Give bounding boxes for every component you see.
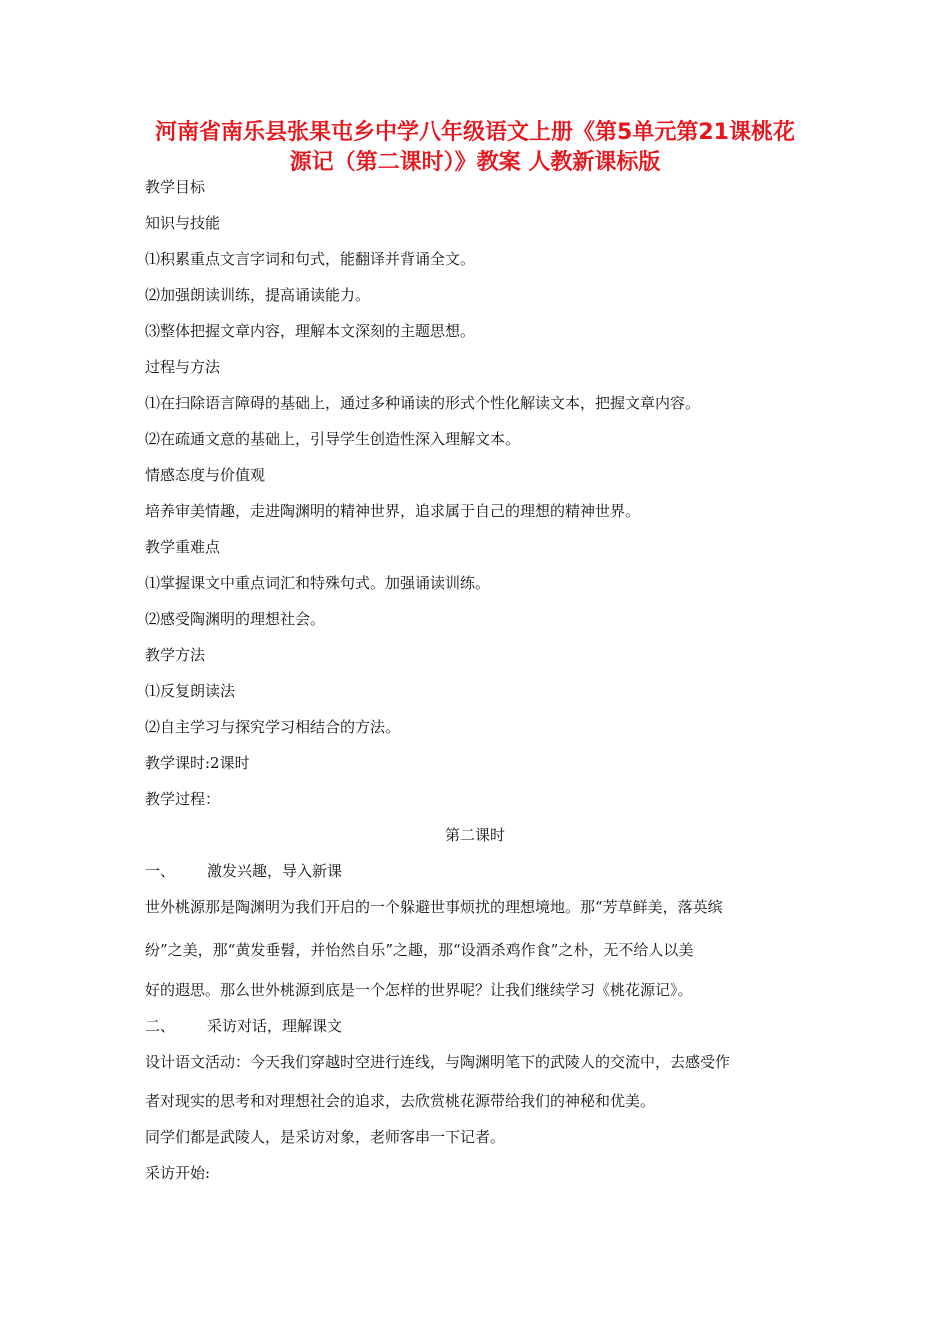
list-item: ⑴反复朗读法 — [145, 682, 236, 700]
paragraph-line: 世外桃源那是陶渊明为我们开启的一个躲避世事烦扰的理想境地。那“芳草鲜美，落英缤 — [145, 898, 723, 916]
paragraph-line: 设计语文活动：今天我们穿越时空进行连线，与陶渊明笔下的武陵人的交流中，去感受作 — [145, 1053, 731, 1071]
part-1-title: 激发兴趣，导入新课 — [207, 862, 343, 880]
heading-key-difficulties: 教学重难点 — [145, 538, 221, 556]
list-item: ⑴在扫除语言障碍的基础上，通过多种诵读的形式个性化解读文本，把握文章内容。 — [145, 394, 701, 412]
list-item: ⑵自主学习与探究学习相结合的方法。 — [145, 718, 401, 736]
subheading-emotion-values: 情感态度与价值观 — [145, 466, 266, 484]
list-item: ⑶整体把握文章内容，理解本文深刻的主题思想。 — [145, 322, 476, 340]
subheading-knowledge-skills: 知识与技能 — [145, 214, 221, 232]
list-item: ⑴掌握课文中重点词汇和特殊句式。加强诵读训练。 — [145, 574, 491, 592]
heading-teaching-process: 教学过程： — [145, 790, 221, 808]
part-2-heading — [145, 1015, 342, 1037]
list-item: ⑴积累重点文言字词和句式，能翻译并背诵全文。 — [145, 250, 476, 268]
list-item: ⑵感受陶渊明的理想社会。 — [145, 610, 326, 628]
list-item: ⑵加强朗读训练，提高诵读能力。 — [145, 286, 371, 304]
document-title-line-1: 河南省南乐县张果屯乡中学八年级语文上册《第5单元第21课桃花 — [155, 120, 795, 145]
part-1-heading — [145, 860, 342, 882]
paragraph-line: 培养审美情趣，走进陶渊明的精神世界，追求属于自己的理想的精神世界。 — [145, 502, 641, 520]
subheading-process-methods: 过程与方法 — [145, 358, 221, 376]
paragraph-line: 同学们都是武陵人，是采访对象，老师客串一下记者。 — [145, 1128, 506, 1146]
part-2-number: 二、 — [145, 1017, 176, 1035]
part-1-number: 一、 — [145, 862, 176, 880]
list-item: ⑵在疏通文意的基础上，引导学生创造性深入理解文本。 — [145, 430, 521, 448]
paragraph-line: 者对现实的思考和对理想社会的追求，去欣赏桃花源带给我们的神秘和优美。 — [145, 1092, 656, 1110]
teaching-hours: 教学课时:2课时 — [145, 754, 250, 772]
document-title-line-2: 源记（第二课时）》教案 人教新课标版 — [289, 150, 661, 175]
paragraph-line: 好的遐思。那么世外桃源到底是一个怎样的世界呢？让我们继续学习《桃花源记》。 — [145, 981, 693, 999]
paragraph-line: 采访开始: — [145, 1164, 211, 1182]
heading-teaching-methods: 教学方法 — [145, 646, 206, 664]
paragraph-line: 纷”之美，那“黄发垂髫，并怡然自乐”之趣，那“设酒杀鸡作食”之朴，无不给人以美 — [145, 941, 694, 959]
heading-teaching-goals: 教学目标 — [145, 178, 206, 196]
part-2-title: 采访对话，理解课文 — [207, 1017, 343, 1035]
section-heading: 第二课时 — [444, 826, 505, 844]
